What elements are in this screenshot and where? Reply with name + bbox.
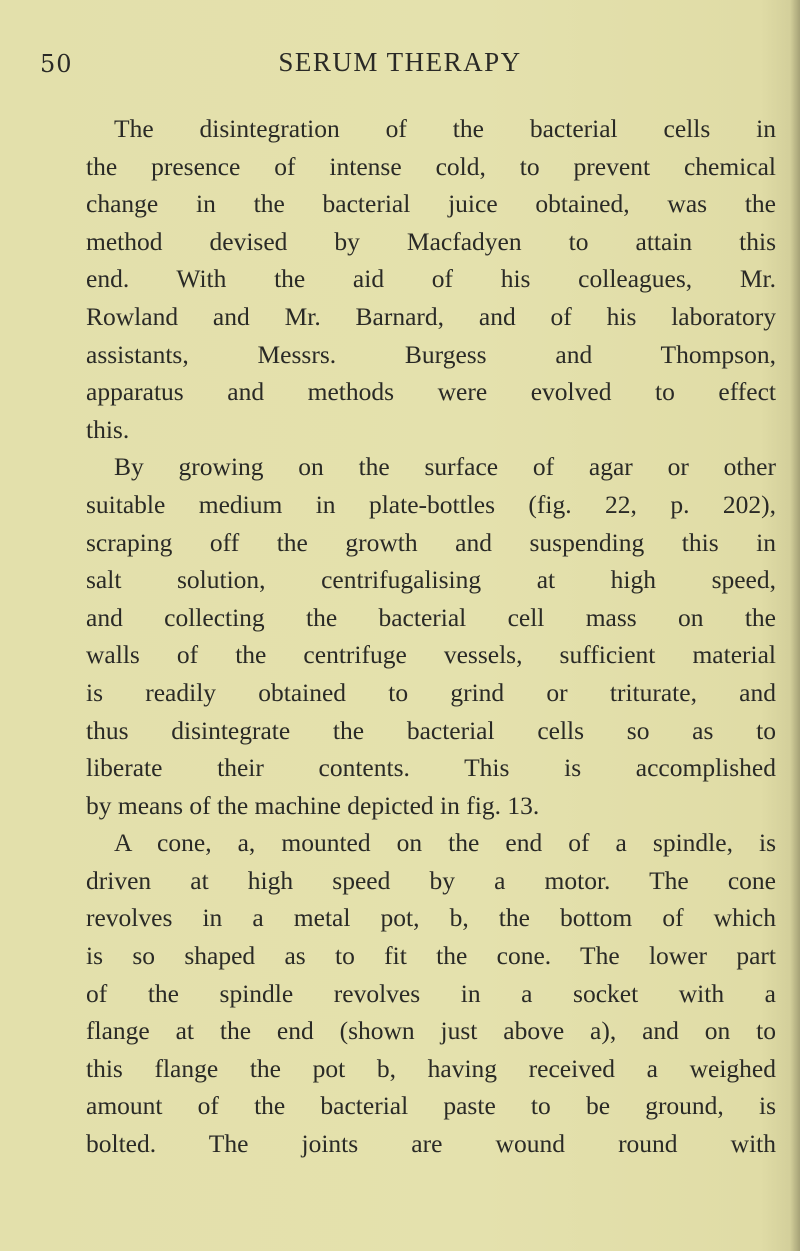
text-line: this flange the pot b, having received a weighed (86, 1053, 776, 1083)
text-line: By growing on the surface of agar or other (114, 452, 776, 482)
text-line: thus disintegrate the bacterial cells so as to (86, 715, 776, 745)
text-line: suitable medium in plate-bottles (fig. 22, p. 202), (86, 489, 776, 519)
body-text (86, 110, 776, 1163)
text-line: end. With the aid of his colleagues, Mr. (86, 264, 776, 294)
text-line: assistants, Messrs. Burgess and Thompson, (86, 339, 776, 369)
running-title: SERUM THERAPY (278, 47, 522, 77)
text-line: amount of the bacterial paste to be ground, is (86, 1091, 776, 1121)
text-line: driven at high speed by a motor. The cone (86, 865, 776, 895)
text-line: The disintegration of the bacterial cells in (114, 114, 776, 143)
text-line: is readily obtained to grind or triturate, and (86, 677, 776, 707)
text-line: salt solution, centrifugalising at high speed, (86, 565, 776, 595)
text-line: revolves in a metal pot, b, the bottom of which (86, 903, 776, 933)
text-line: by means of the machine depicted in fig. 13. (86, 790, 540, 820)
text-line: change in the bacterial juice obtained, was the (86, 189, 776, 219)
text-line: this. (86, 414, 130, 444)
page-number: 50 (40, 50, 73, 78)
text-line: scraping off the growth and suspending this in (86, 527, 776, 557)
text-line: and collecting the bacterial cell mass on the (86, 602, 776, 632)
text-line: liberate their contents. This is accomplished (86, 753, 776, 783)
text-line: A cone, a, mounted on the end of a spindle, is (114, 828, 776, 858)
text-line: apparatus and methods were evolved to effect (86, 377, 776, 407)
text-line: the presence of intense cold, to prevent chemical (86, 151, 776, 181)
text-line: of the spindle revolves in a socket with a (86, 978, 776, 1008)
text-line: walls of the centrifuge vessels, sufficient material (86, 640, 776, 670)
text-line: method devised by Macfadyen to attain this (86, 226, 776, 256)
page-header (0, 44, 800, 84)
text-line: bolted. The joints are wound round with (86, 1129, 776, 1159)
text-line: Rowland and Mr. Barnard, and of his laboratory (86, 301, 776, 331)
text-line: is so shaped as to fit the cone. The lower part (86, 941, 776, 971)
text-line: flange at the end (shown just above a), and on to (86, 1016, 776, 1046)
page-edge-shadow (790, 0, 800, 1251)
